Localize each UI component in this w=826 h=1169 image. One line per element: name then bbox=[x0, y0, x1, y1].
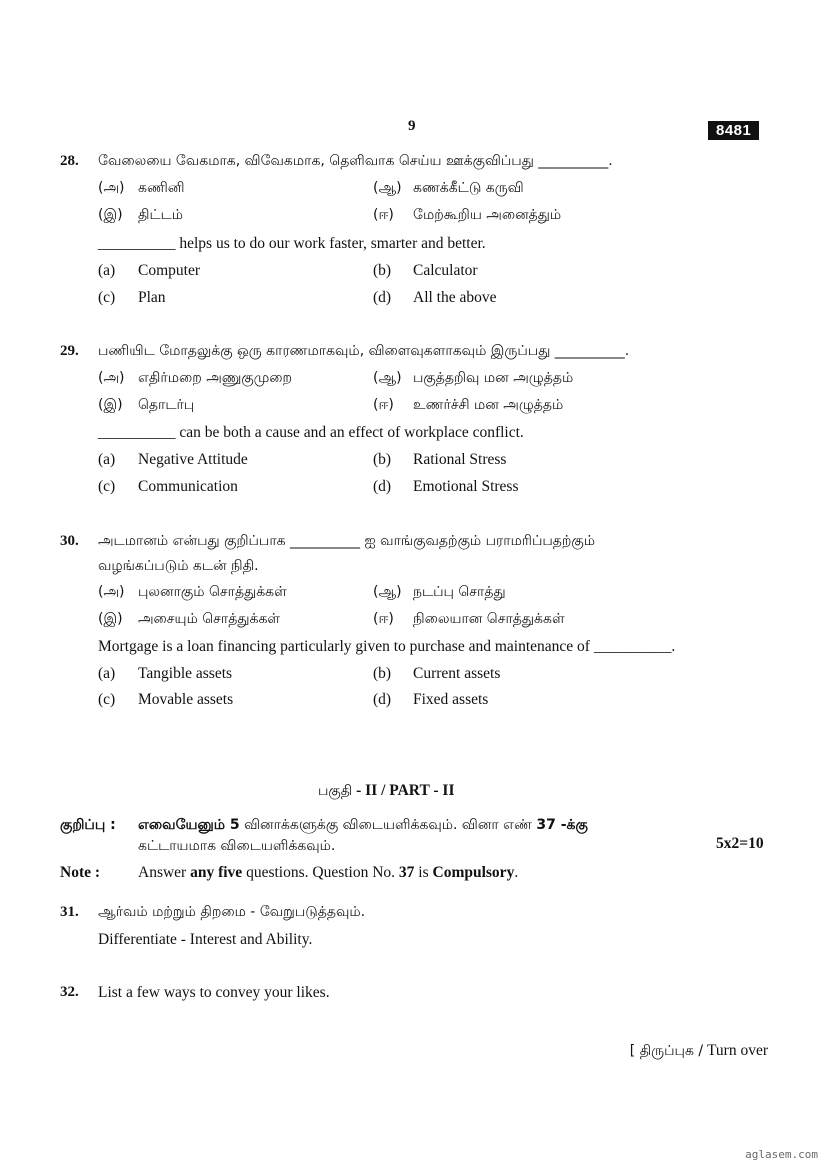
note-part: Answer bbox=[138, 864, 191, 881]
option-text: கணினி bbox=[138, 180, 185, 196]
option-label: (a) bbox=[98, 451, 116, 468]
watermark: aglasem.com bbox=[745, 1148, 818, 1161]
option-text: திட்டம் bbox=[138, 207, 184, 223]
option-label: (b) bbox=[373, 451, 392, 468]
option-label: (இ) bbox=[98, 397, 123, 413]
option-text: Negative Attitude bbox=[138, 451, 248, 468]
option-text: Plan bbox=[138, 289, 166, 306]
option-text: Computer bbox=[138, 262, 200, 279]
option-label: (அ) bbox=[98, 584, 125, 600]
turn-over-tamil: [ திருப்புக / bbox=[629, 1043, 704, 1059]
option-label: (c) bbox=[98, 289, 116, 306]
part-heading-tamil: பகுதி bbox=[318, 783, 353, 799]
paper-code-badge: 8481 bbox=[708, 121, 759, 140]
note-part: . bbox=[514, 864, 519, 881]
option-label: (ஆ) bbox=[373, 584, 402, 600]
note-tamil-bold: எவையேனும் 5 bbox=[138, 817, 240, 833]
english-question: __________ can be both a cause and an effect of workplace conflict. bbox=[98, 424, 524, 441]
question-number: 29. bbox=[60, 343, 79, 359]
option-label: (ஈ) bbox=[373, 397, 394, 413]
option-text: பகுத்தறிவு மன அழுத்தம் bbox=[413, 370, 574, 386]
option-label: (அ) bbox=[98, 180, 125, 196]
option-label: (b) bbox=[373, 262, 392, 279]
note-tamil-bold: 37 -க்கு bbox=[536, 817, 588, 833]
question-number: 28. bbox=[60, 153, 79, 169]
option-text: எதிர்மறை அணுகுமுறை bbox=[138, 370, 293, 386]
note-part: is bbox=[414, 864, 433, 881]
option-label: (b) bbox=[373, 665, 392, 682]
option-label: (இ) bbox=[98, 207, 123, 223]
note-tamil-line1 bbox=[138, 817, 588, 835]
note-text bbox=[138, 864, 518, 882]
note-part: questions. Question No. bbox=[242, 864, 399, 881]
option-text: நிலையான சொத்துக்கள் bbox=[413, 611, 565, 627]
option-text: Calculator bbox=[413, 262, 478, 279]
option-text: மேற்கூறிய அனைத்தும் bbox=[413, 207, 562, 223]
page-number: 9 bbox=[408, 118, 416, 134]
option-text: Emotional Stress bbox=[413, 478, 519, 495]
tamil-question: வேலையை வேகமாக, விவேகமாக, தெளிவாக செய்ய ஊக்குவிப்பது __________. bbox=[98, 153, 613, 169]
option-label: (இ) bbox=[98, 611, 123, 627]
option-label: (a) bbox=[98, 262, 116, 279]
option-label: (d) bbox=[373, 691, 392, 708]
turn-over bbox=[630, 1042, 768, 1061]
option-label: (ஆ) bbox=[373, 370, 402, 386]
english-question: Differentiate - Interest and Ability. bbox=[98, 931, 313, 948]
note-tamil-line2: கட்டாயமாக விடையளிக்கவும். bbox=[138, 838, 336, 854]
tamil-question: பணியிட மோதலுக்கு ஒரு காரணமாகவும், விளைவுகளாகவும் இருப்பது __________. bbox=[98, 343, 630, 359]
option-label: (அ) bbox=[98, 370, 125, 386]
option-text: All the above bbox=[413, 289, 497, 306]
note-bold: 37 bbox=[398, 864, 415, 881]
option-text: புலனாகும் சொத்துக்கள் bbox=[138, 584, 287, 600]
turn-over-english: Turn over bbox=[703, 1042, 768, 1059]
question-number: 31. bbox=[60, 904, 79, 920]
option-text: கணக்கீட்டு கருவி bbox=[413, 180, 524, 196]
note-bold: any five bbox=[190, 864, 243, 881]
option-text: அசையும் சொத்துக்கள் bbox=[138, 611, 281, 627]
option-text: தொடர்பு bbox=[138, 397, 195, 413]
option-text: Tangible assets bbox=[138, 665, 233, 682]
english-question: List a few ways to convey your likes. bbox=[98, 984, 330, 1001]
option-text: Movable assets bbox=[138, 691, 234, 708]
english-question: Mortgage is a loan financing particularly given to purchase and maintenance of __________. bbox=[98, 638, 676, 655]
option-label: (d) bbox=[373, 289, 392, 306]
question-number: 32. bbox=[60, 984, 79, 1000]
option-text: Current assets bbox=[413, 665, 501, 682]
option-text: Communication bbox=[138, 478, 238, 495]
part-heading-english: - II / PART - II bbox=[352, 782, 455, 799]
option-text: Rational Stress bbox=[413, 451, 507, 468]
option-label: (c) bbox=[98, 478, 116, 495]
tamil-question: ஆர்வம் மற்றும் திறமை - வேறுபடுத்தவும். bbox=[98, 904, 366, 920]
tamil-question-line2: வழங்கப்படும் கடன் நிதி. bbox=[98, 558, 259, 574]
option-label: (ஈ) bbox=[373, 207, 394, 223]
option-label: (a) bbox=[98, 665, 116, 682]
option-label: (ஆ) bbox=[373, 180, 402, 196]
english-question: __________ helps us to do our work faster, smarter and better. bbox=[98, 235, 486, 252]
option-label: (ஈ) bbox=[373, 611, 394, 627]
note-bold: Compulsory bbox=[432, 864, 515, 881]
option-text: Fixed assets bbox=[413, 691, 489, 708]
tamil-question-line1: அடமானம் என்பது குறிப்பாக __________ ஐ வாங்குவதற்கும் பராமரிப்பதற்கும் bbox=[98, 533, 596, 549]
option-label: (d) bbox=[373, 478, 392, 495]
option-text: நடப்பு சொத்து bbox=[413, 584, 506, 600]
note-tamil-label: குறிப்பு : bbox=[60, 817, 116, 833]
option-label: (c) bbox=[98, 691, 116, 708]
question-number: 30. bbox=[60, 533, 79, 549]
note-tamil-text: வினாக்களுக்கு விடையளிக்கவும். வினா எண் bbox=[239, 817, 537, 833]
part-heading bbox=[318, 782, 454, 801]
option-text: உணர்ச்சி மன அழுத்தம் bbox=[413, 397, 564, 413]
note-label: Note : bbox=[60, 864, 101, 881]
marks-allotment: 5x2=10 bbox=[716, 835, 764, 852]
